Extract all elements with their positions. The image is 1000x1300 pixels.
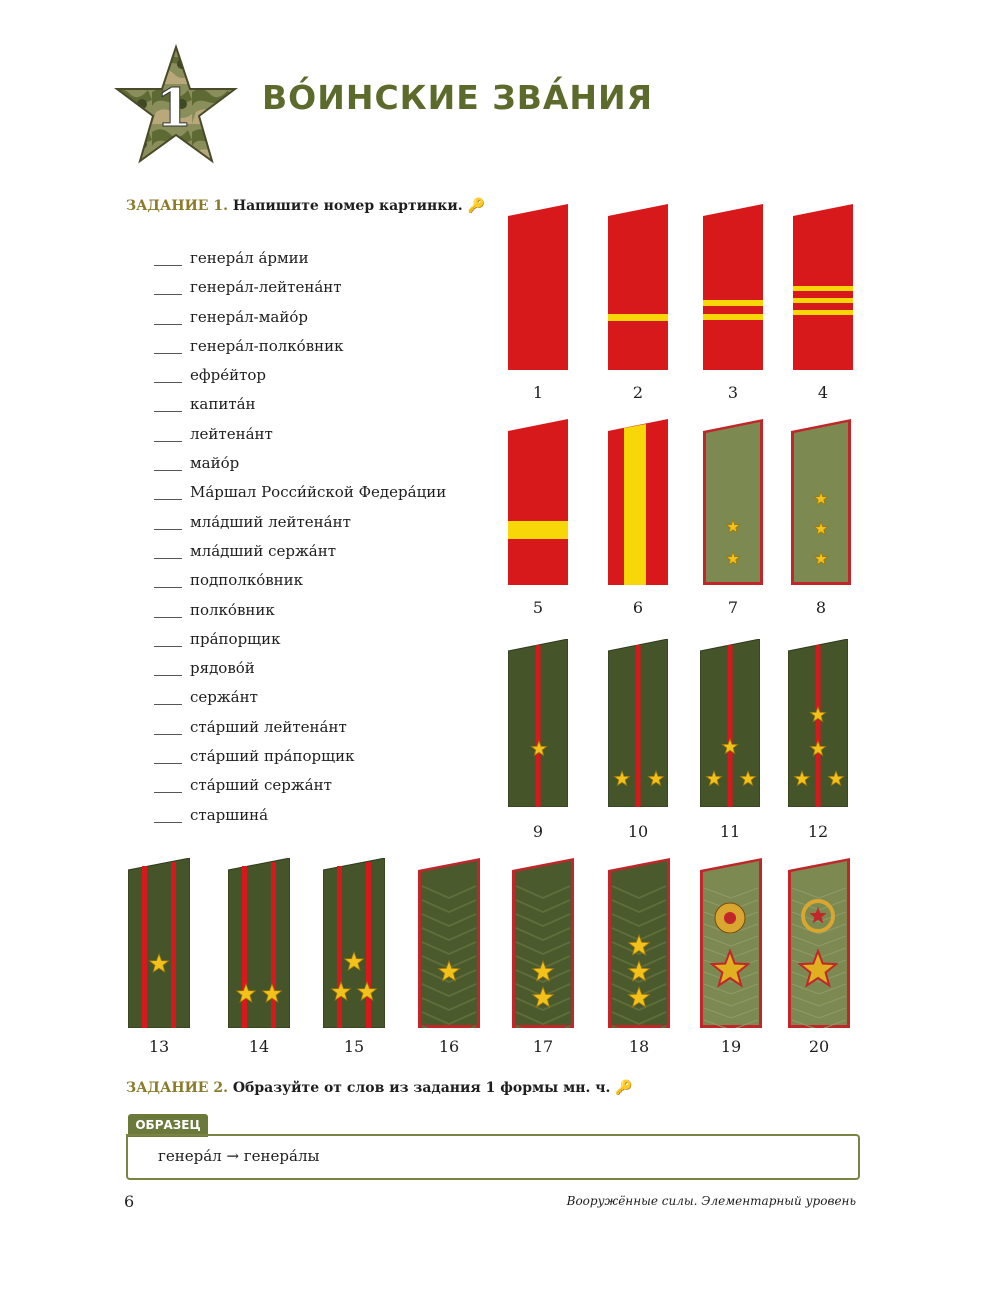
task2-text: Образуйте от слов из задания 1 формы мн. ч. [232,1080,611,1096]
insignia-number: 12 [807,822,829,841]
answer-blank[interactable] [154,482,182,500]
shoulder-board-20 [788,858,850,1028]
answer-blank[interactable] [154,629,182,647]
rank-item: ста́рший пра́порщик [154,742,446,771]
task1-label: ЗАДАНИЕ 1. [126,198,228,214]
shoulder-board-4 [793,204,853,370]
answer-blank[interactable] [154,512,182,530]
rank-item: полко́вник [154,596,446,625]
insignia-number: 4 [817,383,829,402]
shoulder-board-18 [608,858,670,1028]
shoulder-board-15 [323,858,385,1028]
task1-text: Напишите номер картинки. [232,198,463,214]
insignia-number: 6 [632,598,644,617]
key-icon: 🔑 [467,198,485,214]
answer-blank[interactable] [154,394,182,412]
sample-text: генера́л → генера́лы [158,1147,320,1165]
answer-blank[interactable] [154,600,182,618]
rank-item: рядово́й [154,654,446,683]
shoulder-board-14 [228,858,290,1028]
insignia-number: 7 [727,598,739,617]
shoulder-board-3 [703,204,763,370]
answer-blank[interactable] [154,424,182,442]
shoulder-board-17 [512,858,574,1028]
rank-item: сержа́нт [154,683,446,712]
answer-blank[interactable] [154,307,182,325]
insignia-number: 13 [148,1037,170,1056]
answer-blank[interactable] [154,541,182,559]
insignia-number: 3 [727,383,739,402]
shoulder-board-16 [418,858,480,1028]
shoulder-board-19 [700,858,762,1028]
task2-heading [126,1080,633,1096]
rank-item: генера́л-лейтена́нт [154,273,446,302]
shoulder-board-1 [508,204,568,370]
answer-blank[interactable] [154,336,182,354]
insignia-number: 20 [808,1037,830,1056]
rank-item: генера́л-майо́р [154,303,446,332]
insignia-number: 11 [719,822,741,841]
insignia-number: 16 [438,1037,460,1056]
insignia-number: 18 [628,1037,650,1056]
answer-blank[interactable] [154,687,182,705]
task1-heading [126,198,485,214]
insignia-number: 8 [815,598,827,617]
shoulder-board-13 [128,858,190,1028]
insignia-number: 9 [532,822,544,841]
sample-box [126,1134,860,1180]
rank-item: Ма́ршал Росси́йской Федера́ции [154,478,446,507]
answer-blank[interactable] [154,746,182,764]
rank-item: мла́дший лейтена́нт [154,508,446,537]
rank-list [154,244,446,830]
rank-item: подполко́вник [154,566,446,595]
answer-blank[interactable] [154,277,182,295]
insignia-number: 5 [532,598,544,617]
task2-label: ЗАДАНИЕ 2. [126,1080,228,1096]
rank-item: майо́р [154,449,446,478]
page-number: 6 [124,1192,135,1211]
rank-item: генера́л-полко́вник [154,332,446,361]
answer-blank[interactable] [154,570,182,588]
insignia-number: 1 [532,383,544,402]
chapter-title: ВО́ИНСКИЕ ЗВА́НИЯ [262,78,654,117]
shoulder-board-5 [508,419,568,585]
insignia-number: 10 [627,822,649,841]
insignia-number: 15 [343,1037,365,1056]
sample-tab: ОБРАЗЕЦ [128,1114,208,1137]
shoulder-board-8 [791,419,851,585]
rank-item: мла́дший сержа́нт [154,537,446,566]
rank-item: лейтена́нт [154,420,446,449]
rank-item: ефре́йтор [154,361,446,390]
answer-blank[interactable] [154,248,182,266]
insignia-number: 17 [532,1037,554,1056]
rank-item: ста́рший сержа́нт [154,771,446,800]
shoulder-board-12 [788,639,848,807]
shoulder-board-2 [608,204,668,370]
rank-item: пра́порщик [154,625,446,654]
answer-blank[interactable] [154,365,182,383]
rank-item: генера́л а́рмии [154,244,446,273]
chapter-number: 1 [155,78,193,139]
answer-blank[interactable] [154,717,182,735]
rank-item: капита́н [154,390,446,419]
key-icon: 🔑 [615,1080,633,1096]
shoulder-board-7 [703,419,763,585]
insignia-number: 14 [248,1037,270,1056]
answer-blank[interactable] [154,658,182,676]
shoulder-board-10 [608,639,668,807]
book-title: Вооружённые силы. Элементарный уровень [566,1194,856,1208]
answer-blank[interactable] [154,453,182,471]
answer-blank[interactable] [154,805,182,823]
shoulder-board-11 [700,639,760,807]
shoulder-board-9 [508,639,568,807]
insignia-number: 2 [632,383,644,402]
shoulder-board-6 [608,419,668,585]
rank-item: ста́рший лейтена́нт [154,713,446,742]
chapter-star-icon [112,44,240,166]
insignia-number: 19 [720,1037,742,1056]
rank-item: старшина́ [154,801,446,830]
answer-blank[interactable] [154,775,182,793]
